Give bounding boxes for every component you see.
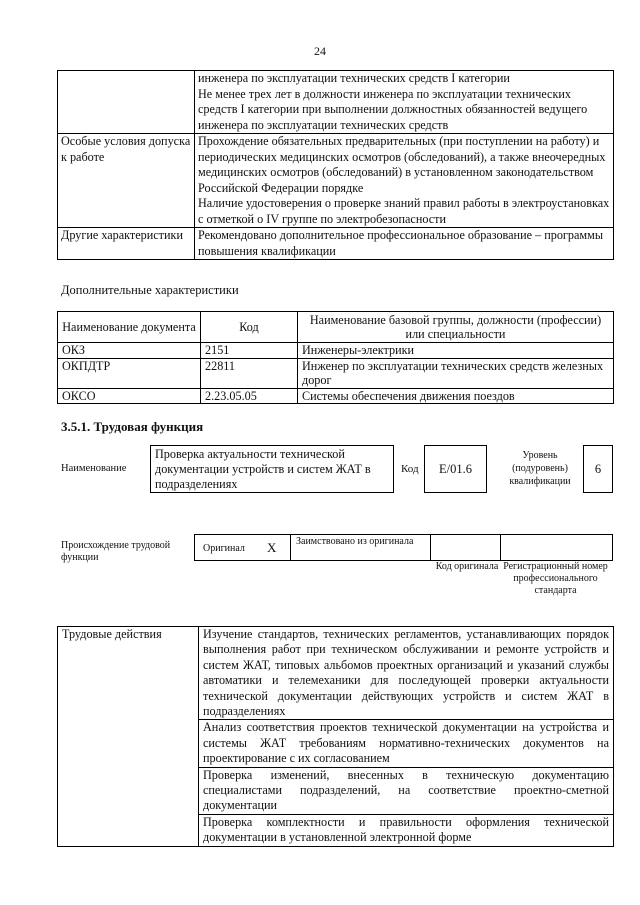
original-cell xyxy=(195,535,291,560)
page-number: 24 xyxy=(314,44,326,58)
qualification-requirements-table xyxy=(57,70,614,260)
table-row xyxy=(58,71,614,134)
table-cell: Инженер по эксплуатации технических средств железных дорог xyxy=(298,358,614,388)
table-row xyxy=(58,358,614,388)
action-item: Анализ соответствия проектов технической документации на устройства и системы ЖАТ требованиям нормативно-технических документов на проектирование с их согласованием xyxy=(199,720,614,767)
original-mark: X xyxy=(267,540,277,555)
level-value-box: 6 xyxy=(583,445,613,493)
action-item: Проверка комплектности и правильности оформления технической документации в установленной электронной форме xyxy=(199,814,614,846)
reg-number-caption: Регистрационный номер профессионального стандарта xyxy=(503,561,608,596)
section-title: 3.5.1. Трудовая функция xyxy=(61,419,204,434)
function-name-box: Проверка актуальности технической документации устройств и систем ЖАТ в подразделениях xyxy=(150,445,394,493)
table-cell: Инженеры-электрики xyxy=(298,343,614,359)
value-line: Не менее трех лет в должности инженера по эксплуатации технических средств I категории при выполнении должностных обязанностей ведущего инженера по эксплуатации технических средств xyxy=(198,86,588,132)
borrowed-label: Заимствовано из оригинала xyxy=(291,535,431,560)
additional-characteristics-title: Дополнительные характеристики xyxy=(61,283,239,297)
row-label: Трудовые действия xyxy=(58,627,199,847)
origin-box xyxy=(194,534,613,561)
table-cell: 2.23.05.05 xyxy=(201,388,298,404)
row-value xyxy=(195,228,614,260)
table-cell: ОКЗ xyxy=(58,343,201,359)
row-label: Особые условия допуска к работе xyxy=(58,134,195,228)
labor-actions-table xyxy=(57,626,614,847)
code-label: Код xyxy=(401,463,419,475)
reg-number-cell xyxy=(501,535,612,560)
row-label xyxy=(58,71,195,134)
table-header-row xyxy=(58,312,614,343)
column-header: Код xyxy=(201,312,298,343)
row-label: Другие характеристики xyxy=(58,228,195,260)
origin-label: Происхождение трудовой функции xyxy=(61,540,171,563)
table-cell: Системы обеспечения движения поездов xyxy=(298,388,614,404)
origin-code-caption: Код оригинала xyxy=(435,561,499,572)
action-item: Проверка изменений, внесенных в техническую документацию специалистами подразделений, на соответствие проектно-сметной документации xyxy=(199,767,614,814)
table-row xyxy=(58,134,614,228)
value-line: Наличие удостоверения о проверке знаний правил работы в электроустановках с отметкой о IV группе по электробезопасности xyxy=(198,196,610,226)
action-item: Изучение стандартов, технических регламентов, устанавливающих порядок выполнения работ при техническом обслуживании и ремонте устройств и систем ЖАТ, типовых альбомов проектных организаций и указаний службы автоматики и телемеханики для последующей проверки актуальности технической документации действующих устройств и систем ЖАТ в подразделениях xyxy=(199,627,614,720)
name-label: Наименование xyxy=(61,463,127,474)
row-value xyxy=(195,71,614,134)
original-label: Оригинал xyxy=(203,543,245,554)
table-cell: 2151 xyxy=(201,343,298,359)
table-row xyxy=(58,343,614,359)
table-row xyxy=(58,388,614,404)
table-cell: ОКПДТР xyxy=(58,358,201,388)
origin-code-cell xyxy=(431,535,501,560)
table-row xyxy=(58,228,614,260)
table-row xyxy=(58,627,614,720)
value-line: Рекомендовано дополнительное профессиональное образование – программы повышения квалификации xyxy=(198,228,604,258)
column-header: Наименование базовой группы, должности (профессии) или специальности xyxy=(298,312,614,343)
table-cell: 22811 xyxy=(201,358,298,388)
value-line: инженера по эксплуатации технических средств I категории xyxy=(198,71,510,85)
value-line: Прохождение обязательных предварительных (при поступлении на работу) и периодических медицинских осмотров (обследований), а также внеочередных медицинских осмотров (обследований) в установленном законодательством Российской Федерации порядке xyxy=(198,134,606,195)
function-code-box: E/01.6 xyxy=(424,445,487,493)
column-header: Наименование документа xyxy=(58,312,201,343)
table-cell: ОКСО xyxy=(58,388,201,404)
additional-characteristics-table xyxy=(57,311,614,404)
row-value xyxy=(195,134,614,228)
level-label: Уровень (подуровень) квалификации xyxy=(509,450,571,487)
